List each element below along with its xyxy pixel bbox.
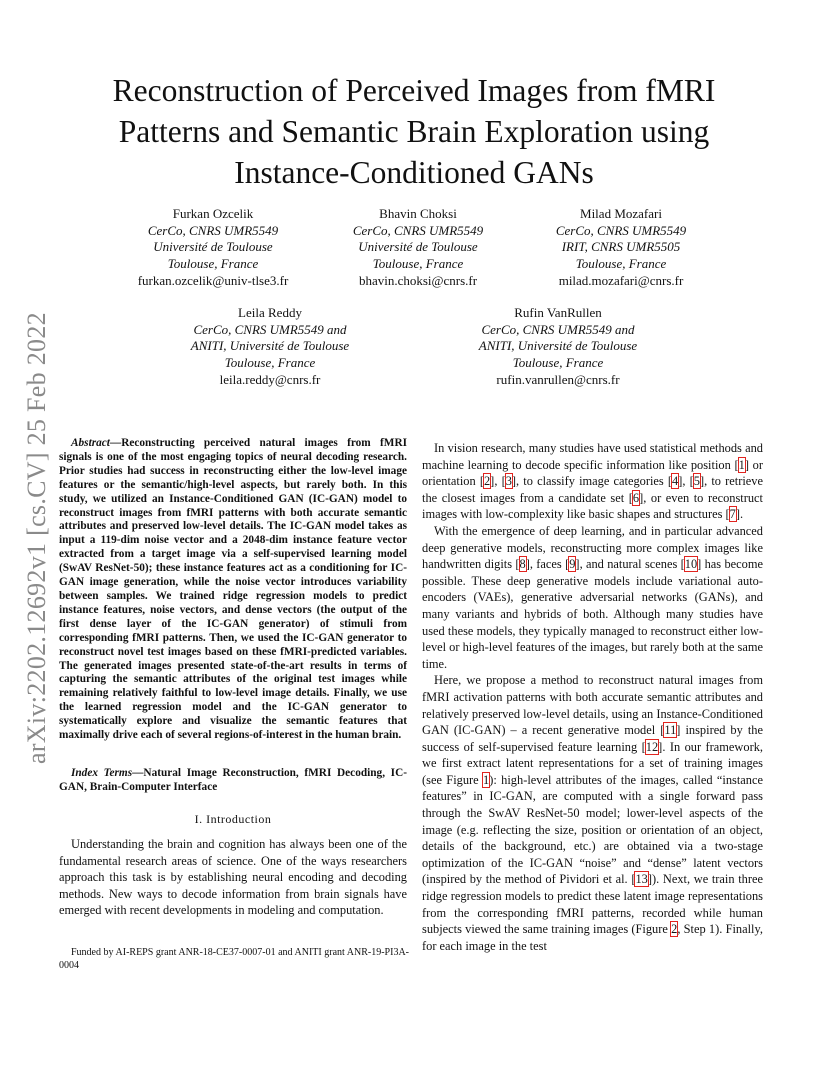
author-affiliation: CerCo, CNRS UMR5549: [555, 222, 687, 238]
index-terms-text: —Natural Image Reconstruction, fMRI Decoding, IC-GAN, Brain-Computer Interface: [59, 767, 407, 793]
author-name: Rufin VanRullen: [514, 305, 602, 320]
author-name: Furkan Ozcelik: [172, 206, 254, 221]
author-affiliation: ANITI, Université de Toulouse: [190, 338, 350, 354]
text-run: Here, we propose a method to reconstruct natural images from fMRI activation patterns with both accurate semantic attributes and relatively preserved low-level details, using an Instance-Conditioned GAN (IC-GAN) – a recent generative model: [422, 673, 763, 738]
figure-link[interactable]: 2: [671, 922, 678, 937]
citation-link[interactable]: [660, 723, 680, 737]
citation-number: 6: [632, 490, 640, 505]
text-run: , to classify image categories: [516, 474, 668, 489]
author-block: [313, 206, 523, 290]
abstract: [59, 437, 407, 743]
citation-number: 9: [569, 557, 576, 572]
author-block: [108, 206, 318, 290]
citation-number: 10: [684, 557, 698, 572]
citation-link[interactable]: [515, 557, 529, 571]
text-run: , faces: [529, 557, 566, 572]
author-email: bhavin.choksi@cnrs.fr: [358, 272, 478, 288]
title-line: Patterns and Semantic Brain Exploration using: [118, 114, 710, 149]
text-run: In vision research, many studies have used statistical methods and machine learning to decode specific information like position: [422, 441, 763, 472]
text-run: . In our framework, we first extract latent representations for a set of training images (see Figure: [422, 739, 763, 787]
arxiv-stamp: arXiv:2202.12692v1 [cs.CV] 25 Feb 2022: [22, 312, 51, 764]
citation-link[interactable]: [690, 474, 704, 488]
citation-link[interactable]: [631, 872, 652, 886]
index-terms-label: Index Terms: [71, 767, 133, 779]
citation-link[interactable]: [668, 474, 682, 488]
author-block: [443, 305, 673, 389]
abstract-text: —Reconstructing perceived natural images from fMRI signals is one of the most engaging topics of neural decoding research. Prior studies had success in reconstructing either the low-level image features or the semantic/high-level aspects, but rarely both. In this study, we utilized an Instance-Conditioned GAN (IC-GAN) model to reconstruct images from fMRI patterns with both accurate semantic attributes and preserved low-level details. The IC-GAN model takes as input a 119-dim noise vector and a 2048-dim instance feature vector extracted from a target image via a self-supervised learning model (SwAV ResNet-50); these instance features act as a conditioning for IC-GAN image generation, while the noise vector introduces variability between samples. We trained ridge regression models to predict instance features, noise vectors, and dense vectors (the output of the first dense layer of the IC-GAN generator) of stimuli from corresponding fMRI patterns. Then, we used the IC-GAN generator to reconstruct novel test images based on these fMRI-predicted variables. The generated images presented state-of-the-art results in terms of capturing the semantic attributes of the original test images while remaining relatively faithful to low-level image details. Finally, we use the learned regression model and the IC-GAN generator to systematically explore and visualize the semantic features that maximally drive each of several regions-of-interest in the human brain.: [59, 437, 407, 742]
citation-link[interactable]: [502, 474, 516, 488]
citation-number: 8: [519, 557, 526, 572]
citation-link[interactable]: [480, 474, 494, 488]
text-run: With the emergence of deep learning, and in particular advanced deep generative models, reconstructing more complex images like handwritten digits: [422, 523, 763, 572]
paper-title: [60, 70, 768, 193]
author-name: Milad Mozafari: [580, 206, 662, 221]
citation-number: 4: [672, 474, 679, 489]
author-affiliation: ANITI, Université de Toulouse: [478, 338, 638, 354]
citation-link[interactable]: [642, 740, 663, 754]
author-affiliation: Toulouse, France: [224, 355, 316, 371]
index-terms: [59, 767, 407, 795]
author-affiliation: CerCo, CNRS UMR5549 and: [481, 321, 635, 337]
body-paragraph: [422, 672, 763, 954]
text-run: inspired by the success of self-supervised feature learning: [422, 723, 763, 754]
text-run: or orientation: [422, 457, 763, 489]
text-run: , or even to reconstruct images with low-complexity like basic shapes and structures: [422, 490, 763, 522]
citation-number: 11: [664, 723, 677, 738]
citation-number: 1: [738, 457, 745, 472]
author-email: rufin.vanrullen@cnrs.fr: [496, 371, 620, 387]
citation-link[interactable]: [681, 557, 702, 571]
citation-number: 13: [635, 872, 648, 887]
title-line: Reconstruction of Perceived Images from fMRI: [112, 73, 716, 108]
text-run: , Step 1). Finally, for each image in the test: [422, 922, 763, 953]
text-run: .: [739, 507, 744, 522]
citation-link[interactable]: [726, 507, 740, 521]
intro-paragraph: Understanding the brain and cognition has always been one of the fundamental research areas of science. One of the ways researchers approach this task is by establishing neural encoding and decoding methods. New ways to decode information from brain signals have emerged with recent developments in modeling and computation.: [59, 837, 407, 918]
body-paragraph: [422, 523, 763, 672]
citation-number: 3: [505, 474, 512, 489]
author-affiliation: Université de Toulouse: [153, 239, 273, 255]
text-run: , to retrieve the closest images from a candidate set: [422, 474, 763, 505]
author-email: leila.reddy@cnrs.fr: [219, 371, 321, 387]
abstract-label: Abstract: [71, 437, 110, 449]
figure-link[interactable]: 1: [483, 772, 490, 787]
author-affiliation: CerCo, CNRS UMR5549 and: [193, 321, 347, 337]
section-heading: I. Introduction: [194, 812, 272, 826]
title-line: Instance-Conditioned GANs: [234, 155, 594, 190]
author-block: [155, 305, 385, 389]
author-name: Bhavin Choksi: [379, 206, 457, 221]
author-affiliation: Toulouse, France: [372, 256, 464, 272]
citation-number: 12: [645, 739, 659, 754]
text-run: , and natural scenes: [579, 557, 681, 572]
author-affiliation: Toulouse, France: [167, 256, 259, 272]
author-email: furkan.ozcelik@univ-tlse3.fr: [137, 272, 289, 288]
citation-link[interactable]: [734, 458, 748, 472]
author-block: [516, 206, 726, 290]
author-affiliation: Toulouse, France: [575, 256, 667, 272]
citation-number: 2: [483, 474, 491, 489]
author-affiliation: CerCo, CNRS UMR5549: [352, 222, 484, 238]
citation-link[interactable]: [565, 557, 579, 571]
text-run: ): high-level attributes of the images, called “instance features” in IC-GAN, are computed with a single forward pass through the SwAV ResNet-50 model; lower-level aspects of the image (e.g. reflecting the size, position or orientation of an object, details of the background, etc.) are obtained via a two-stage optimization of the IC-GAN “noise” and “dense” latent vectors (inspired by the method of Pividori et al.: [422, 772, 763, 887]
author-email: milad.mozafari@cnrs.fr: [558, 272, 684, 288]
citation-number: 7: [729, 507, 736, 522]
author-name: Leila Reddy: [238, 305, 302, 320]
citation-link[interactable]: [629, 491, 643, 505]
text-run: ). Next, we train three ridge regression models to predict these latent image representations from the corresponding fMRI patterns, recorded while human subjects viewed the same training images (Figure: [422, 872, 763, 937]
author-affiliation: Toulouse, France: [512, 355, 604, 371]
text-run: ,: [494, 474, 502, 489]
body-paragraph: [422, 440, 763, 523]
author-affiliation: IRIT, CNRS UMR5505: [561, 239, 681, 255]
text-run: ,: [682, 474, 690, 489]
author-affiliation: CerCo, CNRS UMR5549: [147, 222, 279, 238]
text-run: has become possible. These deep generative models include variational auto-encoders (VAEs), generative adversarial networks (GANs), and many variants and hybrids of both. Although many studies have used these models, they typically managed to reconstruct either low-level or high-level features of the images, but rarely both at the same time.: [422, 557, 763, 671]
right-column: [422, 440, 763, 954]
citation-number: 5: [693, 474, 700, 489]
funding-footnote: Funded by AI-REPS grant ANR-18-CE37-0007-01 and ANITI grant ANR-19-PI3A-0004: [59, 947, 409, 971]
author-affiliation: Université de Toulouse: [358, 239, 478, 255]
